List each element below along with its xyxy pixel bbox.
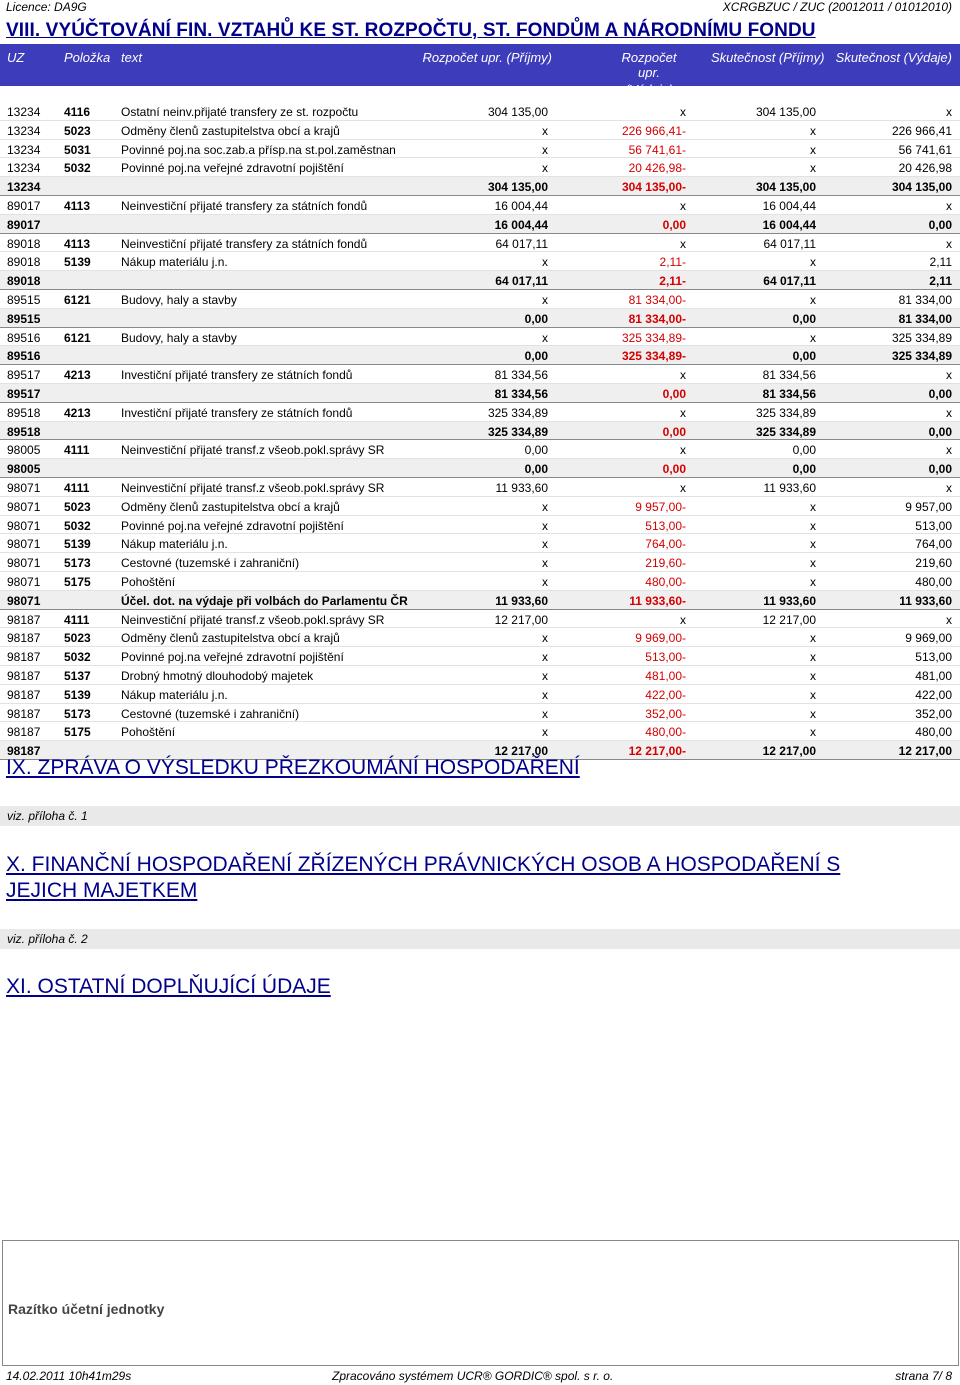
table-total-row bbox=[0, 309, 960, 328]
cell-text: Povinné poj.na soc.zab.a přísp.na st.pol.zaměstnan bbox=[121, 142, 396, 157]
cell-polozka: 4213 bbox=[64, 368, 91, 383]
table-row bbox=[0, 252, 960, 271]
data-table bbox=[0, 102, 960, 760]
cell-rozpocet-prijmy: 64 017,11 bbox=[495, 236, 548, 251]
footer-system: Zpracováno systémem UCR® GORDIC® spol. s r. o. bbox=[332, 1369, 614, 1383]
table-row bbox=[0, 102, 960, 121]
cell-text: Ostatní neinv.přijaté transfery ze st. rozpočtu bbox=[121, 105, 359, 119]
cell-skutecnost-vydaje: 81 334,00 bbox=[898, 292, 952, 307]
cell-polozka: 5139 bbox=[64, 687, 91, 702]
cell-uz: 13234 bbox=[7, 123, 41, 138]
cell-skutecnost-vydaje: 56 741,61 bbox=[898, 142, 952, 157]
cell-polozka: 5175 bbox=[64, 574, 91, 589]
cell-text: Budovy, haly a stavby bbox=[121, 292, 237, 307]
cell-skutecnost-prijmy: x bbox=[810, 687, 816, 702]
cell-rozpocet-prijmy: 81 334,56 bbox=[494, 386, 548, 401]
cell-rozpocet-prijmy: 325 334,89 bbox=[487, 424, 548, 439]
cell-polozka: 5175 bbox=[64, 725, 91, 740]
cell-text: Odměny členů zastupitelstva obcí a krajů bbox=[121, 631, 340, 646]
cell-skutecnost-prijmy: 325 334,89 bbox=[755, 424, 816, 439]
cell-rozpocet-vydaje: x bbox=[680, 405, 686, 420]
col-rozpocet-vydaje-1: Rozpočet upr. bbox=[621, 50, 677, 80]
cell-polozka: 5139 bbox=[64, 537, 91, 552]
cell-uz: 98187 bbox=[7, 668, 41, 683]
cell-skutecnost-vydaje: 2,11 bbox=[929, 274, 952, 289]
cell-rozpocet-vydaje: 352,00- bbox=[645, 706, 686, 721]
cell-rozpocet-vydaje: 422,00- bbox=[645, 687, 686, 702]
cell-skutecnost-prijmy: x bbox=[810, 499, 816, 514]
cell-uz: 98005 bbox=[7, 443, 41, 458]
cell-skutecnost-prijmy: 12 217,00 bbox=[762, 744, 816, 759]
cell-skutecnost-prijmy: 0,00 bbox=[792, 349, 816, 364]
cell-rozpocet-vydaje: 325 334,89- bbox=[621, 349, 686, 364]
table-row bbox=[0, 534, 960, 553]
cell-uz: 89516 bbox=[7, 349, 41, 364]
cell-rozpocet-vydaje: 513,00- bbox=[645, 518, 686, 533]
cell-polozka: 6121 bbox=[64, 292, 91, 307]
cell-rozpocet-vydaje: x bbox=[680, 612, 686, 627]
cell-rozpocet-prijmy: x bbox=[542, 668, 548, 683]
table-row bbox=[0, 572, 960, 591]
cell-rozpocet-vydaje: x bbox=[680, 198, 686, 213]
cell-rozpocet-prijmy: x bbox=[542, 556, 548, 571]
col-uz: UZ bbox=[7, 50, 25, 65]
cell-skutecnost-prijmy: x bbox=[810, 292, 816, 307]
cell-skutecnost-prijmy: x bbox=[810, 123, 816, 138]
col-rozpocet-prijmy: Rozpočet upr. (Příjmy) bbox=[422, 50, 552, 65]
cell-rozpocet-prijmy: 64 017,11 bbox=[495, 274, 548, 289]
note-text: viz. příloha č. 1 bbox=[7, 809, 88, 823]
cell-text: Odměny členů zastupitelstva obcí a krajů bbox=[121, 499, 340, 514]
cell-skutecnost-vydaje: 226 966,41 bbox=[891, 123, 952, 138]
cell-polozka: 5173 bbox=[64, 556, 91, 571]
cell-rozpocet-vydaje: x bbox=[680, 236, 686, 251]
cell-polozka: 5023 bbox=[64, 123, 91, 138]
cell-polozka: 6121 bbox=[64, 330, 91, 345]
section-xi-title: XI. OSTATNÍ DOPLŇUJÍCÍ ÚDAJE bbox=[6, 975, 331, 998]
cell-uz: 89517 bbox=[7, 368, 41, 383]
cell-skutecnost-vydaje: 480,00 bbox=[915, 725, 952, 740]
cell-skutecnost-prijmy: x bbox=[810, 537, 816, 552]
col-text: text bbox=[121, 50, 142, 65]
table-row bbox=[0, 121, 960, 140]
cell-polozka: 5032 bbox=[64, 650, 91, 665]
cell-uz: 98071 bbox=[7, 556, 41, 571]
cell-text: Neinvestiční přijaté transfery za státních fondů bbox=[121, 236, 368, 251]
cell-polozka: 4113 bbox=[64, 198, 91, 213]
cell-rozpocet-prijmy: 0,00 bbox=[524, 311, 548, 326]
cell-rozpocet-prijmy: 304 135,00 bbox=[487, 105, 548, 119]
cell-skutecnost-prijmy: 12 217,00 bbox=[762, 612, 816, 627]
col-rozpocet-vydaje bbox=[609, 50, 689, 97]
cell-polozka: 4111 bbox=[64, 612, 90, 627]
cell-rozpocet-vydaje: 9 969,00- bbox=[635, 631, 686, 646]
cell-text: Investiční přijaté transfery ze státních fondů bbox=[121, 368, 353, 383]
cell-uz: 98071 bbox=[7, 537, 41, 552]
cell-uz: 98187 bbox=[7, 631, 41, 646]
cell-skutecnost-prijmy: x bbox=[810, 631, 816, 646]
cell-uz: 98071 bbox=[7, 574, 41, 589]
table-row bbox=[0, 440, 960, 459]
cell-rozpocet-prijmy: 325 334,89 bbox=[487, 405, 548, 420]
cell-rozpocet-vydaje: 2,11- bbox=[659, 255, 686, 270]
cell-rozpocet-prijmy: 0,00 bbox=[524, 443, 548, 458]
cell-skutecnost-prijmy: 11 933,60 bbox=[763, 593, 816, 608]
table-row bbox=[0, 553, 960, 572]
cell-rozpocet-vydaje: 304 135,00- bbox=[621, 180, 686, 195]
report-code: XCRGBZUC / ZUC (20012011 / 01012010) bbox=[722, 0, 952, 14]
table-row bbox=[0, 704, 960, 723]
cell-text: Neinvestiční přijaté transf.z všeob.pokl.správy SR bbox=[121, 480, 385, 495]
cell-rozpocet-vydaje: 20 426,98- bbox=[628, 161, 686, 176]
cell-uz: 89017 bbox=[7, 217, 41, 232]
cell-skutecnost-vydaje: 81 334,00 bbox=[898, 311, 952, 326]
cell-uz: 89518 bbox=[7, 405, 41, 420]
cell-skutecnost-prijmy: x bbox=[810, 650, 816, 665]
cell-uz: 13234 bbox=[7, 161, 41, 176]
cell-rozpocet-vydaje: x bbox=[680, 443, 686, 458]
section-ix-note bbox=[0, 806, 960, 826]
cell-skutecnost-vydaje: 764,00 bbox=[915, 537, 952, 552]
cell-rozpocet-vydaje: 481,00- bbox=[645, 668, 686, 683]
cell-uz: 98187 bbox=[7, 744, 41, 759]
cell-skutecnost-prijmy: x bbox=[810, 574, 816, 589]
cell-skutecnost-prijmy: 0,00 bbox=[792, 311, 816, 326]
cell-uz: 98005 bbox=[7, 462, 41, 477]
cell-text: Neinvestiční přijaté transfery za státních fondů bbox=[121, 198, 368, 213]
footer bbox=[6, 1369, 952, 1383]
cell-rozpocet-vydaje: 219,60- bbox=[645, 556, 686, 571]
cell-skutecnost-vydaje: 325 334,89 bbox=[891, 330, 952, 345]
cell-text: Investiční přijaté transfery ze státních fondů bbox=[121, 405, 353, 420]
cell-rozpocet-vydaje: 11 933,60- bbox=[629, 593, 686, 608]
cell-skutecnost-prijmy: 16 004,44 bbox=[762, 198, 816, 213]
cell-rozpocet-vydaje: 0,00 bbox=[662, 217, 686, 232]
col-rozpocet-vydaje-2: (Výdaje) bbox=[624, 82, 674, 97]
table-row bbox=[0, 516, 960, 535]
table-total-row bbox=[0, 346, 960, 365]
cell-rozpocet-prijmy: x bbox=[542, 330, 548, 345]
cell-skutecnost-prijmy: x bbox=[810, 725, 816, 740]
cell-rozpocet-vydaje: 0,00 bbox=[662, 386, 686, 401]
cell-rozpocet-prijmy: x bbox=[542, 574, 548, 589]
cell-rozpocet-vydaje: 480,00- bbox=[645, 725, 686, 740]
cell-skutecnost-vydaje: 9 957,00 bbox=[905, 499, 952, 514]
cell-skutecnost-vydaje: 513,00 bbox=[915, 518, 952, 533]
table-total-row bbox=[0, 215, 960, 234]
cell-polozka: 5023 bbox=[64, 631, 91, 646]
cell-uz: 98187 bbox=[7, 706, 41, 721]
cell-rozpocet-vydaje: 12 217,00- bbox=[628, 744, 686, 759]
cell-uz: 89017 bbox=[7, 198, 41, 213]
cell-uz: 89515 bbox=[7, 311, 41, 326]
cell-skutecnost-vydaje: 2,11 bbox=[929, 255, 952, 270]
cell-skutecnost-prijmy: 64 017,11 bbox=[763, 236, 816, 251]
cell-skutecnost-vydaje: x bbox=[946, 236, 952, 251]
cell-skutecnost-prijmy: x bbox=[810, 706, 816, 721]
cell-skutecnost-prijmy: 81 334,56 bbox=[762, 386, 816, 401]
cell-text: Povinné poj.na veřejné zdravotní pojištění bbox=[121, 650, 344, 665]
table-row bbox=[0, 196, 960, 215]
cell-text: Neinvestiční přijaté transf.z všeob.pokl.správy SR bbox=[121, 612, 385, 627]
cell-text: Povinné poj.na veřejné zdravotní pojištění bbox=[121, 161, 344, 176]
cell-text: Povinné poj.na veřejné zdravotní pojištění bbox=[121, 518, 344, 533]
cell-skutecnost-vydaje: x bbox=[946, 105, 952, 119]
cell-rozpocet-prijmy: x bbox=[542, 161, 548, 176]
col-skutecnost-vydaje: Skutečnost (Výdaje) bbox=[835, 50, 952, 65]
cell-skutecnost-vydaje: 480,00 bbox=[915, 574, 952, 589]
cell-text: Budovy, haly a stavby bbox=[121, 330, 237, 345]
cell-rozpocet-prijmy: x bbox=[542, 537, 548, 552]
cell-uz: 89517 bbox=[7, 386, 41, 401]
cell-text: Cestovné (tuzemské i zahraniční) bbox=[121, 556, 300, 571]
cell-uz: 89515 bbox=[7, 292, 41, 307]
cell-rozpocet-vydaje: 513,00- bbox=[645, 650, 686, 665]
cell-polozka: 5173 bbox=[64, 706, 91, 721]
cell-text: Cestovné (tuzemské i zahraniční) bbox=[121, 706, 300, 721]
cell-polozka: 4111 bbox=[64, 443, 90, 458]
cell-skutecnost-vydaje: 304 135,00 bbox=[891, 180, 952, 195]
cell-skutecnost-vydaje: 0,00 bbox=[928, 424, 952, 439]
cell-skutecnost-vydaje: 12 217,00 bbox=[898, 744, 952, 759]
table-row bbox=[0, 722, 960, 741]
cell-rozpocet-vydaje: 226 966,41- bbox=[621, 123, 686, 138]
cell-skutecnost-prijmy: x bbox=[810, 668, 816, 683]
cell-skutecnost-vydaje: x bbox=[946, 198, 952, 213]
cell-polozka: 4116 bbox=[64, 105, 91, 119]
cell-uz: 89518 bbox=[7, 424, 41, 439]
cell-uz: 98071 bbox=[7, 480, 41, 495]
cell-skutecnost-vydaje: 11 933,60 bbox=[899, 593, 952, 608]
col-skutecnost-prijmy: Skutečnost (Příjmy) bbox=[711, 50, 825, 65]
table-row bbox=[0, 365, 960, 384]
cell-skutecnost-prijmy: 304 135,00 bbox=[755, 180, 816, 195]
note-text: viz. příloha č. 2 bbox=[7, 932, 88, 946]
cell-rozpocet-vydaje: 0,00 bbox=[662, 462, 686, 477]
cell-rozpocet-prijmy: 16 004,44 bbox=[494, 198, 548, 213]
cell-rozpocet-prijmy: 16 004,44 bbox=[494, 217, 548, 232]
cell-polozka: 5032 bbox=[64, 161, 91, 176]
cell-rozpocet-prijmy: x bbox=[542, 687, 548, 702]
cell-rozpocet-vydaje: 0,00 bbox=[662, 424, 686, 439]
cell-rozpocet-prijmy: x bbox=[542, 499, 548, 514]
cell-skutecnost-vydaje: 513,00 bbox=[915, 650, 952, 665]
cell-rozpocet-vydaje: x bbox=[680, 480, 686, 495]
cell-rozpocet-prijmy: 0,00 bbox=[524, 462, 548, 477]
table-total-row bbox=[0, 591, 960, 610]
section-title: VIII. VYÚČTOVÁNÍ FIN. VZTAHŮ KE ST. ROZPOČTU, ST. FONDŮM A NÁRODNÍMU FONDU bbox=[6, 20, 816, 41]
stamp-label: Razítko účetní jednotky bbox=[8, 1301, 165, 1317]
cell-uz: 89018 bbox=[7, 274, 41, 289]
table-row bbox=[0, 290, 960, 309]
cell-rozpocet-vydaje: 56 741,61- bbox=[628, 142, 686, 157]
cell-rozpocet-prijmy: x bbox=[542, 123, 548, 138]
cell-uz: 89018 bbox=[7, 255, 41, 270]
cell-skutecnost-vydaje: x bbox=[946, 612, 952, 627]
cell-uz: 13234 bbox=[7, 142, 41, 157]
cell-uz: 98187 bbox=[7, 725, 41, 740]
cell-skutecnost-prijmy: x bbox=[810, 556, 816, 571]
cell-skutecnost-prijmy: 11 933,60 bbox=[763, 480, 816, 495]
table-row bbox=[0, 497, 960, 516]
footer-page: strana 7/ 8 bbox=[895, 1369, 952, 1383]
cell-uz: 98187 bbox=[7, 612, 41, 627]
cell-rozpocet-vydaje: 81 334,00- bbox=[628, 292, 686, 307]
cell-uz: 98187 bbox=[7, 687, 41, 702]
cell-polozka: 5137 bbox=[64, 668, 91, 683]
col-polozka: Položka bbox=[64, 50, 111, 65]
cell-skutecnost-prijmy: 0,00 bbox=[792, 462, 816, 477]
section-x-note bbox=[0, 929, 960, 949]
table-row bbox=[0, 403, 960, 422]
table-row bbox=[0, 328, 960, 347]
cell-text: Odměny členů zastupitelstva obcí a krajů bbox=[121, 123, 340, 138]
cell-uz: 98187 bbox=[7, 650, 41, 665]
cell-skutecnost-vydaje: x bbox=[946, 405, 952, 420]
cell-uz: 89018 bbox=[7, 236, 41, 251]
cell-skutecnost-prijmy: x bbox=[810, 255, 816, 270]
cell-rozpocet-vydaje: 81 334,00- bbox=[628, 311, 686, 326]
cell-uz: 89516 bbox=[7, 330, 41, 345]
table-row bbox=[0, 647, 960, 666]
cell-skutecnost-prijmy: x bbox=[810, 142, 816, 157]
cell-skutecnost-vydaje: x bbox=[946, 480, 952, 495]
cell-rozpocet-vydaje: 2,11- bbox=[659, 274, 686, 289]
cell-text: Drobný hmotný dlouhodobý majetek bbox=[121, 668, 314, 683]
table-row bbox=[0, 140, 960, 159]
cell-uz: 13234 bbox=[7, 105, 41, 119]
cell-rozpocet-prijmy: 11 933,60 bbox=[495, 480, 548, 495]
cell-rozpocet-prijmy: x bbox=[542, 650, 548, 665]
cell-rozpocet-prijmy: x bbox=[542, 292, 548, 307]
cell-text: Nákup materiálu j.n. bbox=[121, 537, 228, 552]
table-row bbox=[0, 610, 960, 629]
table-row bbox=[0, 628, 960, 647]
table-row bbox=[0, 666, 960, 685]
cell-polozka: 5032 bbox=[64, 518, 91, 533]
cell-rozpocet-vydaje: 9 957,00- bbox=[635, 499, 686, 514]
cell-skutecnost-prijmy: x bbox=[810, 161, 816, 176]
top-bar bbox=[6, 0, 952, 13]
table-total-row bbox=[0, 459, 960, 478]
cell-skutecnost-vydaje: x bbox=[946, 443, 952, 458]
cell-polozka: 5031 bbox=[64, 142, 91, 157]
cell-uz: 13234 bbox=[7, 180, 41, 195]
cell-uz: 98071 bbox=[7, 499, 41, 514]
cell-text: Nákup materiálu j.n. bbox=[121, 687, 228, 702]
cell-rozpocet-prijmy: x bbox=[542, 706, 548, 721]
cell-rozpocet-prijmy: 12 217,00 bbox=[494, 612, 548, 627]
cell-skutecnost-prijmy: 16 004,44 bbox=[762, 217, 816, 232]
cell-skutecnost-vydaje: 0,00 bbox=[928, 386, 952, 401]
cell-skutecnost-prijmy: x bbox=[810, 330, 816, 345]
cell-rozpocet-prijmy: x bbox=[542, 725, 548, 740]
cell-skutecnost-prijmy: x bbox=[810, 518, 816, 533]
stamp-box bbox=[2, 1240, 959, 1366]
cell-rozpocet-vydaje: x bbox=[680, 105, 686, 119]
cell-rozpocet-prijmy: 12 217,00 bbox=[494, 744, 548, 759]
cell-text: Nákup materiálu j.n. bbox=[121, 255, 228, 270]
cell-skutecnost-vydaje: 0,00 bbox=[928, 462, 952, 477]
cell-skutecnost-prijmy: 325 334,89 bbox=[755, 405, 816, 420]
cell-text: Účel. dot. na výdaje při volbách do Parlamentu ČR bbox=[121, 593, 408, 608]
cell-rozpocet-vydaje: 764,00- bbox=[645, 537, 686, 552]
cell-skutecnost-vydaje: 422,00 bbox=[915, 687, 952, 702]
cell-uz: 98071 bbox=[7, 518, 41, 533]
cell-skutecnost-vydaje: 219,60 bbox=[915, 556, 952, 571]
table-header bbox=[0, 44, 960, 97]
section-x-title-1: X. FINANČNÍ HOSPODAŘENÍ ZŘÍZENÝCH PRÁVNICKÝCH OSOB A HOSPODAŘENÍ S bbox=[6, 853, 841, 876]
footer-timestamp: 14.02.2011 10h41m29s bbox=[6, 1369, 132, 1383]
cell-skutecnost-prijmy: 64 017,11 bbox=[763, 274, 816, 289]
licence-label: Licence: DA9G bbox=[6, 0, 87, 14]
table-row bbox=[0, 234, 960, 253]
cell-text: Pohoštění bbox=[121, 725, 176, 740]
cell-polozka: 4113 bbox=[64, 236, 91, 251]
cell-skutecnost-vydaje: 20 426,98 bbox=[898, 161, 952, 176]
table-total-row bbox=[0, 177, 960, 196]
cell-rozpocet-vydaje: x bbox=[680, 368, 686, 383]
section-ix-title: IX. ZPRÁVA O VÝSLEDKU PŘEZKOUMÁNÍ HOSPODAŘENÍ bbox=[6, 756, 580, 779]
table-total-row bbox=[0, 422, 960, 441]
section-x-title-2: JEJICH MAJETKEM bbox=[6, 879, 198, 902]
cell-rozpocet-vydaje: 480,00- bbox=[645, 574, 686, 589]
cell-skutecnost-prijmy: 81 334,56 bbox=[762, 368, 816, 383]
cell-skutecnost-vydaje: x bbox=[946, 368, 952, 383]
table-total-row bbox=[0, 384, 960, 403]
cell-uz: 98071 bbox=[7, 593, 41, 608]
cell-polozka: 4111 bbox=[64, 480, 90, 495]
cell-rozpocet-prijmy: x bbox=[542, 631, 548, 646]
cell-rozpocet-prijmy: 81 334,56 bbox=[494, 368, 548, 383]
cell-rozpocet-prijmy: 0,00 bbox=[524, 349, 548, 364]
cell-skutecnost-prijmy: 0,00 bbox=[792, 443, 816, 458]
table-row bbox=[0, 478, 960, 497]
cell-text: Neinvestiční přijaté transf.z všeob.pokl.správy SR bbox=[121, 443, 385, 458]
cell-rozpocet-prijmy: x bbox=[542, 142, 548, 157]
cell-polozka: 4213 bbox=[64, 405, 91, 420]
table-row bbox=[0, 158, 960, 177]
cell-skutecnost-vydaje: 0,00 bbox=[928, 217, 952, 232]
cell-skutecnost-vydaje: 481,00 bbox=[915, 668, 952, 683]
cell-skutecnost-vydaje: 9 969,00 bbox=[905, 631, 952, 646]
cell-rozpocet-vydaje: 325 334,89- bbox=[621, 330, 686, 345]
cell-polozka: 5023 bbox=[64, 499, 91, 514]
cell-polozka: 5139 bbox=[64, 255, 91, 270]
table-total-row bbox=[0, 271, 960, 290]
cell-rozpocet-prijmy: 304 135,00 bbox=[487, 180, 548, 195]
cell-rozpocet-prijmy: x bbox=[542, 518, 548, 533]
cell-skutecnost-prijmy: 304 135,00 bbox=[755, 105, 816, 119]
cell-rozpocet-prijmy: 11 933,60 bbox=[495, 593, 548, 608]
cell-rozpocet-prijmy: x bbox=[542, 255, 548, 270]
cell-skutecnost-vydaje: 352,00 bbox=[915, 706, 952, 721]
cell-skutecnost-vydaje: 325 334,89 bbox=[891, 349, 952, 364]
table-row bbox=[0, 685, 960, 704]
cell-text: Pohoštění bbox=[121, 574, 176, 589]
